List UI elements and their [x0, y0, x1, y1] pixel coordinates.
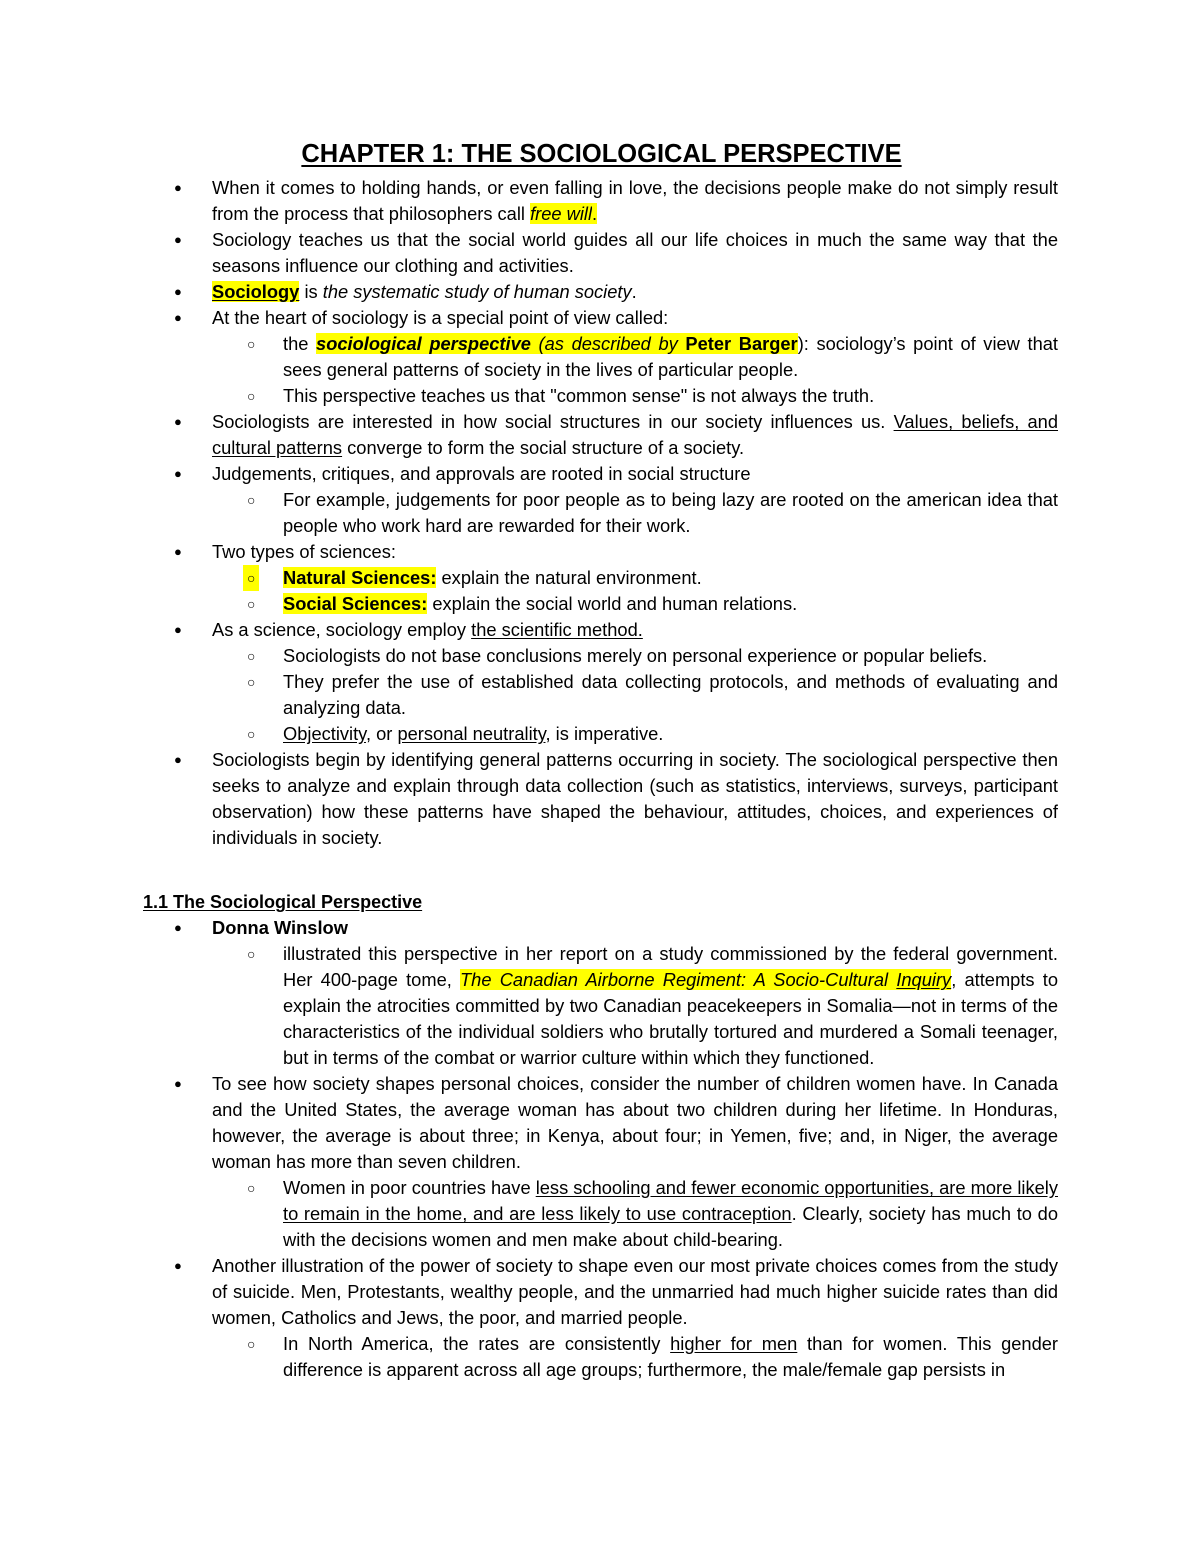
report-title-highlight: The Canadian Airborne Regiment: A Socio-Cultural — [460, 969, 897, 990]
bullet-marker: ● — [174, 180, 182, 195]
bullet-marker: ● — [174, 1258, 182, 1273]
sub-bullet-conclusions: ○ Sociologists do not base conclusions merely on personal experience or popular beliefs. — [143, 643, 1058, 669]
sub-bullet-social-sciences: ○ Social Sciences: explain the social world and human relations. — [143, 591, 1058, 617]
bullet-social-structures: ● Sociologists are interested in how social structures in our society influences us. Values, beliefs, and cultural patterns converge to form the social structure of a society. — [174, 411, 1059, 458]
sub-bullet-poor-countries: ○ Women in poor countries have less schooling and fewer economic opportunities, are more likely to remain in the home, and are less likely to use contraception. Clearly, society has much to do with the decisions women and men make about child-bearing. — [247, 1177, 1058, 1250]
section-bullet-list — [143, 915, 1058, 1383]
sub-bullet-marker: ○ — [247, 596, 256, 612]
social-sciences-term: Social Sciences: — [283, 593, 428, 614]
sociological-perspective-term: sociological perspective — [316, 333, 531, 354]
bullet-social-world: ● Sociology teaches us that the social world guides all our life choices in much the same way that the seasons influence our clothing and activities. — [174, 229, 1058, 276]
natural-sciences-term: Natural Sciences: — [283, 567, 437, 588]
sociology-term: Sociology — [212, 281, 300, 302]
bullet-sociology-definition: ● Sociology is the systematic study of human society. — [143, 279, 1058, 305]
bullet-marker: ● — [174, 232, 182, 247]
sub-bullet-natural-sciences: ○ Natural Sciences: explain the natural environment. — [143, 565, 1058, 591]
bullet-marker: ● — [174, 466, 182, 481]
sub-bullet-marker: ○ — [247, 388, 256, 404]
sub-bullet-winslow-report: ○ illustrated this perspective in her report on a study commissioned by the federal government. Her 400-page tome, The Canadian Airborne Regiment: A Socio-Cultural Inquiry, attempts to explain the atrocities committed by two Canadian peacekeepers in Somalia—not in terms of the characteristics of the individual soldiers who brutally tortured and murdered a Somali teenager, but in terms of the combat or warrior culture within which they functioned. — [247, 943, 1058, 1068]
bullet-marker: ● — [174, 544, 182, 559]
bullet-marker: ● — [174, 284, 182, 299]
bullet-judgements: ● Judgements, critiques, and approvals are rooted in social structure ○ For example, judgements for poor people as to being lazy are rooted on the american idea that people who work hard are rewarded for their work. — [143, 461, 1058, 539]
chapter-title: CHAPTER 1: THE SOCIOLOGICAL PERSPECTIVE — [301, 140, 902, 168]
sub-bullet-common-sense: ○ This perspective teaches us that "common sense" is not always the truth. — [143, 383, 1058, 409]
document-content — [143, 140, 1058, 1383]
bullet-marker: ● — [174, 622, 182, 637]
bullet-two-sciences: ● Two types of sciences: ○ Natural Sciences: explain the natural environment. ○ Social Sciences: explain the social world and human relations. — [143, 539, 1058, 617]
sub-bullet-marker: ○ — [247, 674, 256, 690]
sub-bullet-marker: ○ — [247, 648, 256, 664]
bullet-general-patterns: ● Sociologists begin by identifying general patterns occurring in society. The sociological perspective then seeks to analyze and explain through data collection (such as statistics, interviews, surveys, participant observation) how these patterns have shaped the behaviour, attitudes, choices, and experiences of individuals in society. — [174, 749, 1058, 848]
peter-barger-name: Peter Barger — [685, 333, 798, 354]
sub-bullet-marker: ○ — [247, 1180, 256, 1196]
bullet-marker: ● — [174, 414, 182, 429]
bullet-heart-of-sociology: ● At the heart of sociology is a special point of view called: ○ the sociological perspective (as described by Peter Barger): sociology’s point of view that sees general patterns of society in the lives of particular people. ○ This perspective teaches us that "common sense" is not always the truth. — [143, 305, 1058, 409]
sub-bullet-marker: ○ — [247, 336, 256, 352]
bullet-suicide-study: ● Another illustration of the power of society to shape even our most private choices comes from the study of suicide. Men, Protestants, wealthy people, and the unmarried had much higher suicide rates than did women, Catholics and Jews, the poor, and married people. ○ In North America, the rates are consistently higher for men than for women. This gender difference is apparent across all age groups; furthermore, the male/female gap persists in — [143, 1253, 1058, 1383]
chapter-bullet-list — [143, 175, 1058, 851]
sub-bullet-marker: ○ — [243, 565, 259, 591]
bullet-marker: ● — [174, 752, 182, 767]
sub-bullet-marker: ○ — [247, 492, 256, 508]
bullet-marker: ● — [174, 920, 182, 935]
sub-bullet-marker: ○ — [247, 726, 256, 742]
bullet-free-will: ● When it comes to holding hands, or even falling in love, the decisions people make do not simply result from the process that philosophers call free will. — [174, 177, 1058, 224]
sub-bullet-objectivity: ○ Objectivity, or personal neutrality, is imperative. — [143, 721, 1058, 747]
bullet-children-women: ● To see how society shapes personal choices, consider the number of children women have. In Canada and the United States, the average woman has about two children during her lifetime. In Honduras, however, the average is about three; in Kenya, about four; in Yemen, five; and, in Niger, the average woman has more than seven children. ○ Women in poor countries have less schooling and fewer economic opportunities, are more likely to remain in the home, and are less likely to use contraception. Clearly, society has much to do with the decisions women and men make about child-bearing. — [143, 1071, 1058, 1253]
sub-bullet-marker: ○ — [247, 1336, 256, 1352]
bullet-scientific-method: ● As a science, sociology employ the scientific method. ○ Sociologists do not base conclusions merely on personal experience or popular beliefs. ○ They prefer the use of established data collecting protocols, and methods of evaluating and analyzing data. ○ Objectivity, or personal neutrality, is imperative. — [143, 617, 1058, 747]
bullet-donna-winslow: ● Donna Winslow ○ illustrated this perspective in her report on a study commissioned by the federal government. Her 400-page tome, The Canadian Airborne Regiment: A Socio-Cultural Inquiry, attempts to explain the atrocities committed by two Canadian peacekeepers in Somalia—not in terms of the characteristics of the individual soldiers who brutally tortured and murdered a Somali teenager, but in terms of the combat or warrior culture within which they functioned. — [143, 915, 1058, 1071]
bullet-marker: ● — [174, 1076, 182, 1091]
sub-bullet-sociological-perspective: ○ the sociological perspective (as described by Peter Barger): sociology’s point of view that sees general patterns of society in the lives of particular people. — [247, 333, 1058, 380]
free-will-highlight: free will — [530, 203, 593, 224]
sub-bullet-marker: ○ — [247, 946, 256, 962]
sub-bullet-north-america: ○ In North America, the rates are consistently higher for men than for women. This gender difference is apparent across all age groups; furthermore, the male/female gap persists in — [247, 1333, 1058, 1380]
sub-bullet-poor-people-example: ○ For example, judgements for poor people as to being lazy are rooted on the american idea that people who work hard are rewarded for their work. — [247, 489, 1058, 536]
bullet-marker: ● — [174, 310, 182, 325]
section-heading: 1.1 The Sociological Perspective — [143, 892, 423, 912]
sub-bullet-data-protocols: ○ They prefer the use of established data collecting protocols, and methods of evaluating and analyzing data. — [247, 671, 1058, 718]
